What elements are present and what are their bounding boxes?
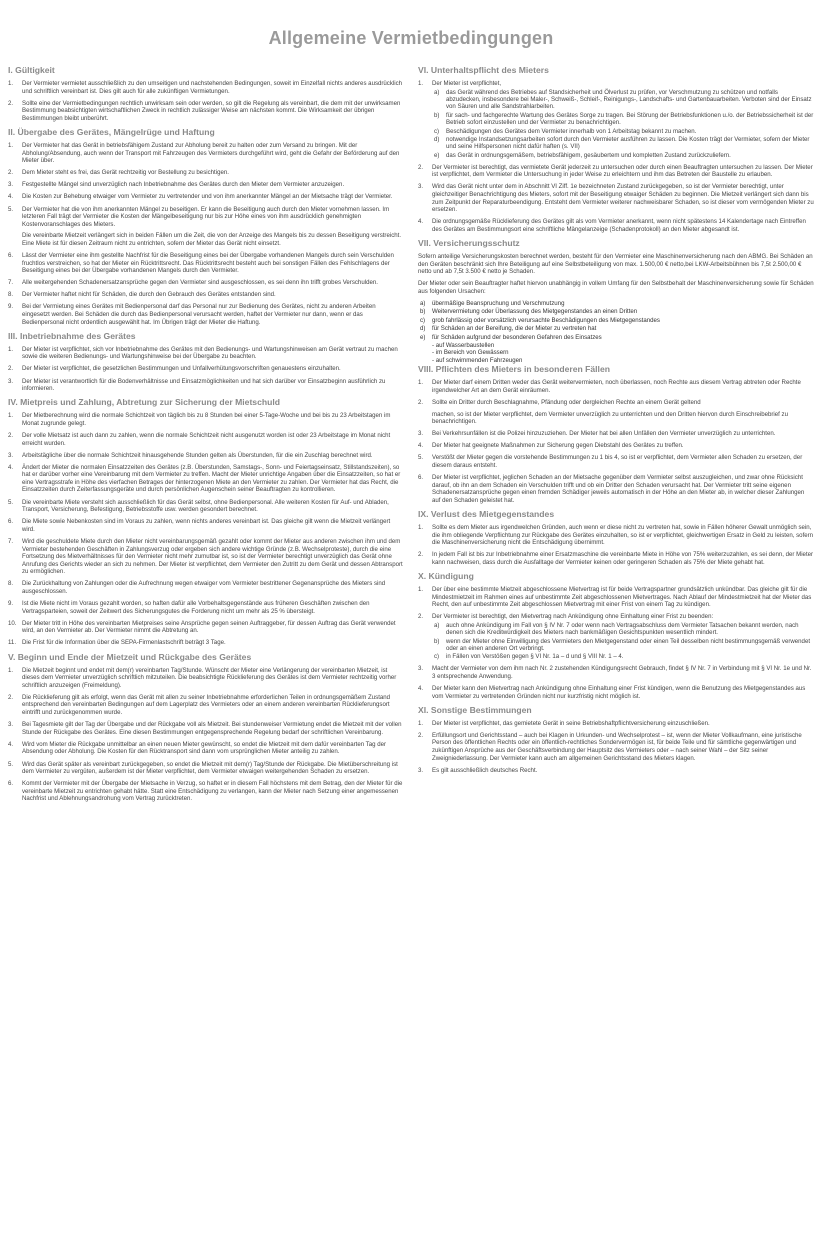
clause-item <box>8 181 404 189</box>
sub-item-text: Beschädigungen des Gerätes dem Vermieter innerhalb von 1 Arbeitstag bekannt zu machen. <box>446 127 697 135</box>
clause-text: Arbeitstägliche über die normale Schichtzeit hinausgehende Stunden gelten als Überstunden, für die ein Zuschlag berechnet wird. <box>22 451 373 459</box>
clause-number: 2. <box>418 163 424 171</box>
extra-list <box>418 342 814 364</box>
sub-item-text: übermäßige Beanspruchung und Verschmutzung <box>432 299 565 307</box>
clause-number: 1. <box>8 141 14 149</box>
sub-item-label: a) <box>434 621 440 629</box>
clause-number: 4. <box>418 685 424 692</box>
section-heading: V. Beginn und Ende der Mietzeit und Rückgabe des Gerätes <box>8 651 252 662</box>
clause-number: 4. <box>8 740 14 748</box>
sub-item-label: b) <box>434 111 440 119</box>
clause-text: Lässt der Vermieter eine ihm gestellte Nachfrist für die Beseitigung eines bei der Übergabe vorhandenen Mangels durch sein Verschulden fruchtlos verstreichen, so hat der Mieter ein Rücktrittsrecht. Das Rücktrittsrecht besteht auch bei sonstigen Fällen des Fehlschlagens der Beseitigung eines bei der Übergabe vorhandenen Mangels durch den Vermieter. <box>22 252 394 275</box>
sub-item <box>418 308 814 315</box>
clause-number: 2. <box>8 169 14 177</box>
clause-item <box>8 499 404 514</box>
clause-text: Der Mietberechnung wird die normale Schichtzeit von täglich bis zu 8 Stunden bei einer 5-Tage-Woche und bei bis zu 23 Arbeitstagen im Monat zugrunde gelegt. <box>22 412 391 427</box>
clause-item <box>8 452 404 460</box>
clause-text: Der volle Mietsatz ist auch dann zu zahlen, wenn die normale Schichtzeit nicht ausgenutzt worden ist oder 23 Arbeitstage im Monat nicht erreicht wurden. <box>22 431 391 447</box>
clause-item <box>8 100 404 123</box>
clause-text: Wird die geschuldete Miete durch den Mieter nicht vereinbarungsgemäß gezahlt oder kommt der Mieter aus anderen zwischen ihm und dem Vermieter bestehenden Geschäften in Zahlungsverzug oder ergeben sich andere wichtige Gründe (z.B. Wechselproteste), durch die eine Fortsetzung des Mietverhältnisses für den Vermieter nicht mehr zumutbar ist, so ist der Vermieter berechtigt unverzüglich das Gerät ohne Anrufung des Gerichts wieder an sich zu nehmen. Der Mieter ist verpflichtet, dem Vermieter den Zutritt zu dem Gerät und dessen Abtransport zu ermöglichen. <box>22 537 403 576</box>
clause-item <box>418 685 814 700</box>
clause-item <box>8 464 404 494</box>
clause-text: Sollte es dem Mieter aus irgendwelchen Gründen, auch wenn er diese nicht zu vertreten hat, sowie in Fällen höherer Gewalt unmöglich sein, die ihm obliegende Verpflichtung zur Rückgabe des Gerätes einzuhalten, so ist er verpflichtet, gleichwertigen Ersatz in Geld zu leisten, sofern die Maschinenversicherung nicht die Entschädigung übernimmt. <box>432 523 814 547</box>
sub-item-text: in Fällen von Verstößen gegen § VI Nr. 1a – d und § VIII Nr. 1 – 4. <box>446 653 624 661</box>
sub-list <box>432 622 814 661</box>
clause-text: Der Vermieter ist berechtigt, das vermietete Gerät jederzeit zu untersuchen oder durch einen Beauftragten untersuchen zu lassen. Der Mieter ist verpflichtet, dem Vermieter die Untersuchung in jeder Weise zu erleichtern und ihm das Betreten der Baustelle zu erlauben. <box>432 163 813 179</box>
clause-number: 2. <box>8 365 14 373</box>
clause-number: 6. <box>418 474 424 482</box>
sub-item-label: b) <box>420 308 426 316</box>
sub-item-label: e) <box>434 151 440 159</box>
sub-item-text: für Schäden aufgrund der besonderen Gefahren des Einsatzes <box>432 333 602 341</box>
clause-number: 2. <box>8 99 14 107</box>
clause-number: 3. <box>418 183 424 191</box>
sub-item <box>432 128 814 135</box>
clause-list <box>8 412 404 647</box>
clause-item <box>8 721 404 736</box>
clause-text: Es gilt ausschließlich deutsches Recht. <box>432 766 538 774</box>
clause-number: 8. <box>8 580 14 588</box>
clause-number: 5. <box>8 498 14 506</box>
clause-item <box>418 586 814 609</box>
section-heading: IX. Verlust des Mietgegenstandes <box>418 508 555 519</box>
clause-number: 2. <box>8 431 14 439</box>
right-column <box>418 65 814 807</box>
clause-list <box>418 524 814 566</box>
clause-item <box>8 365 404 373</box>
section <box>8 127 404 326</box>
clause-number: 1. <box>418 719 424 727</box>
sub-item-text: grob fahrlässig oder vorsätzlich verursachte Beschädigungen des Mietgegenstandes <box>432 316 660 324</box>
clause-number: 7. <box>8 279 14 287</box>
clause-number: 10. <box>8 619 17 627</box>
sub-item <box>432 89 814 111</box>
clause-text: Ändert der Mieter die normalen Einsatzzeiten des Gerätes (z.B. Überstunden, Samstags-, Sonn- und Feiertagseinsatz, Stillstandszeiten), so hat er darüber vorher eine Vereinbarung mit dem Vermieter zu treffen. Macht der Mieter unrichtige Angaben über die Einsatzzeiten, so hat er eine Vertragsstrafe in Höhe des vierfachen Betrages der hinterzogenen Miete an den Vermieter zu zahlen. Der Vermieter hat das Recht, die Einsatzzeiten durch Zeiterfassungsgeräte und durch persönlichen Augenschein seiner Beauftragten zu kontrollieren. <box>22 463 401 494</box>
clause-text: Die ordnungsgemäße Rücklieferung des Gerätes gilt als vom Vermieter anerkannt, wenn nicht spätestens 14 Kalendertage nach Eintreffen des Gerätes am Bestimmungsort eine schriftliche Mängelanzeige (Schadenprotokoll) an den Mieter abgesandt ist. <box>432 218 806 233</box>
clause-item <box>418 524 814 547</box>
clause-text: Bei Tagesmiete gilt der Tag der Übergabe und der Rückgabe voll als Mietzeit. Bei stundenweiser Vermietung endet die Mietzeit mit der vollen Stunde der Rückgabe des Gerätes. Eine diesen Bestimmungen entgegensprechende Regelung bedarf der schriftlichen Vereinbarung. <box>22 721 402 736</box>
section <box>418 571 814 700</box>
extra-item: - auf Wasserbaustellen <box>432 342 495 349</box>
columns <box>8 65 814 807</box>
clause-item <box>418 399 814 426</box>
sub-item <box>432 136 814 151</box>
clause-item <box>8 303 404 326</box>
clause-number: 3. <box>418 766 424 774</box>
clause-text: Der Vermieter ist berechtigt, den Mietvertrag nach Ankündigung ohne Einhaltung einer Frist zu beenden: <box>432 613 714 621</box>
extra-item: - im Bereich von Gewässern <box>432 349 509 357</box>
clause-text: Ist die Miete nicht im Voraus gezahlt worden, so haften dafür alle Vorbehaltsgegenstände aus früheren Geschäften zwischen den Vertragsparteien, soweit der Zeitwert des Sicherungsgutes die Forderung nicht um mehr als 25 % übersteigt. <box>22 600 370 615</box>
section-heading: VIII. Pflichten des Mieters in besonderen Fällen <box>418 364 610 375</box>
clause-number: 9. <box>8 600 14 608</box>
clause-item <box>8 538 404 576</box>
section <box>8 65 404 122</box>
clause-item <box>8 346 404 361</box>
section-heading: X. Kündigung <box>418 570 474 581</box>
left-column <box>8 65 404 807</box>
clause-text: Erfüllungsort und Gerichtsstand – auch bei Klagen in Urkunden- und Wechselprotest – ist, wenn der Mieter Vollkaufmann, eine juristische Person des öffentlichen Rechts oder ein öffentlich-rechtliches Sondervermögen ist, für beide Teile und für sämtliche gegenwärtigen und zukünftigen Ansprüche aus der Geschäftsverbindung der Hauptsitz des Vermieters oder – nach seiner Wahl – der Sitz seiner Zweigniederlassung. Der Vermieter kann auch am allgemeinen Gerichtsstand des Mieters klagen. <box>432 731 802 762</box>
clause-text: Die Miete sowie Nebenkosten sind im Voraus zu zahlen, wenn nichts anderes vereinbart ist. Das gleiche gilt wenn die Mietzeit verlängert wird. <box>22 518 391 533</box>
clause-number: 6. <box>8 780 14 788</box>
clause-list <box>418 720 814 775</box>
clause-number: 1. <box>418 523 424 531</box>
clause-item <box>8 193 404 201</box>
clause-item <box>8 142 404 165</box>
clause-item <box>418 720 814 728</box>
section <box>8 652 404 803</box>
clause-text: Der Mieter darf einem Dritten weder das Gerät weitervermieten, noch überlassen, noch Rechte aus diesem Vertrag abtreten oder Rechte irgendwelcher Art an dem Gerät einräumen. <box>432 379 801 394</box>
clause-item <box>8 432 404 447</box>
clause-text: Wird das Gerät später als vereinbart zurückgegeben, so endet die Mietzeit mit dem(r) Tag/Stunde der Rückgabe. Die Mietüberschreitung ist dem Vermieter zu vergüten, außerdem ist der Mieter verpflichtet, dem Vermieter etwaigen weitergehenden Schaden zu ersetzen. <box>22 760 398 776</box>
clause-number: 2. <box>418 613 424 621</box>
clause-number: 7. <box>8 537 14 545</box>
clause-number: 1. <box>418 379 424 387</box>
clause-number: 11. <box>8 639 17 647</box>
clause-text: Der Mieter kann den Mietvertrag nach Ankündigung ohne Einhaltung einer Frist kündigen, wenn die Benutzung des Mietgegenstandes aus vom Vermieter zu vertretenden Gründen nicht nur kurzfristig nicht möglich ist. <box>432 685 806 700</box>
clause-extra: Die vereinbarte Mietzeit verlängert sich in beiden Fällen um die Zeit, die von der Anzeige des Mangels bis zu dessen Beseitigung verstreicht. Eine Miete ist für diesen Zeitraum nicht zu entrichten, sofern der Mieter das Gerät nicht einsetzt. <box>22 232 402 247</box>
clause-number: 1. <box>8 412 14 420</box>
clause-number: 4. <box>418 218 424 226</box>
clause-list <box>8 667 404 803</box>
sub-item <box>432 638 814 653</box>
clause-list <box>418 80 814 234</box>
clause-list <box>8 80 404 122</box>
clause-number: 5. <box>8 760 14 768</box>
clause-text: Sollte ein Dritter durch Beschlagnahme, Pfändung oder dergleichen Rechte an einem Gerät geltend <box>432 398 701 406</box>
sub-item <box>418 334 814 341</box>
clause-text: Wird vom Mieter die Rückgabe unmittelbar an einen neuen Mieter gewünscht, so endet die Mietzeit mit dem dafür vereinbarten Tag der Absendung oder Abholung. Die Kosten für den Rücktransport sind dann vom ursprünglichen Mieter anteilig zu zahlen. <box>22 740 387 756</box>
paragraph: Der Mieter oder sein Beauftragter haftet hiervon unabhängig in vollem Umfang für den Selbstbehalt der Maschinenversicherung sowie für Schäden aus folgenden Ursachen: <box>418 280 814 295</box>
clause-number: 3. <box>8 721 14 729</box>
sub-item-text: das Gerät in ordnungsgemäßem, betriebsfähigem, gesäubertem und kompletten Zustand zurückzuliefern. <box>446 151 731 159</box>
clause-number: 5. <box>418 454 424 462</box>
clause-number: 5. <box>8 205 14 213</box>
section-heading: I. Gültigkeit <box>8 65 55 75</box>
clause-text: Der über eine bestimmte Mietzeit abgeschlossene Mietvertrag ist für beide Vertragspartner grundsätzlich unkündbar. Das gleiche gilt für die Mindestmietzeit im Rahmen eines auf unbestimmte Zeit abgeschlossenen Mietvertrages. Nach Ablauf der Mindestmietzeit hat der Mieter das Recht, den auf unbestimmte Zeit abgeschlossen Mietvertrag mit einer Frist von einem Tag zu kündigen. <box>432 585 812 609</box>
clause-text: Kommt der Vermieter mit der Übergabe der Mietsache in Verzug, so haftet er in diesem Fall höchstens mit dem Betrag, den der Mieter für die vereinbarte Mietzeit zu entrichten gehabt hätte. Statt eine Entschädigung zu verlangen, kann der Mieter nach Setzung einer angemessenen Nachfrist und Ablehnungsandrohung vom Vertrag zurücktreten. <box>22 780 403 803</box>
clause-item <box>418 164 814 179</box>
clause-text: Macht der Vermieter von dem ihm nach Nr. 2 zustehenden Kündigungsrecht Gebrauch, findet § IV Nr. 7 in Verbindung mit § VI Nr. 1e und Nr. 3 entsprechende Anwendung. <box>432 665 812 680</box>
clause-item <box>8 780 404 803</box>
clause-item <box>8 741 404 756</box>
clause-item <box>8 378 404 393</box>
clause-item <box>418 379 814 394</box>
sub-item <box>418 317 814 324</box>
clause-number: 2. <box>8 693 14 701</box>
clause-item <box>8 600 404 615</box>
sub-item-text: notwendige Instandsetzungsarbeiten sofort durch den Vermieter ausführen zu lassen. Die Kosten trägt der Vermieter, sofern der Mieter und seine Hilfspersonen nicht dafür haften (s. VII) <box>446 136 810 151</box>
clause-extra: machen, so ist der Mieter verpflichtet, dem Vermieter unverzüglich zu unterrichten und den Dritten hiervon durch Einschreibebrief zu benachrichtigen. <box>432 410 788 426</box>
sub-item-label: d) <box>420 325 426 333</box>
clause-number: 9. <box>8 303 14 311</box>
section <box>418 65 814 234</box>
clause-item <box>8 620 404 635</box>
clause-text: Der Vermieter haftet nicht für Schäden, die durch den Gebrauch des Gerätes entstanden sind. <box>22 291 276 299</box>
clause-item <box>8 518 404 533</box>
clause-number: 4. <box>418 442 424 450</box>
clause-text: Die Zurückhaltung von Zahlungen oder die Aufrechnung wegen etwaiger vom Vermieter bestrittener Gegenansprüche des Mieters sind ausgeschlossen. <box>22 580 386 595</box>
sub-item-text: das Gerät während des Betriebes auf Standsicherheit und Ölverlust zu prüfen, vor Verschmutzung zu schützen und notfalls abzudecken, insbesondere bei Maler-, Schweiß-, Schleif-, Reinigungs-, Landschafts- und Gartenbauarbeiten. Verboten sind der Einsatz von Säuren und alle Sandstrahlarbeiten. <box>446 88 812 111</box>
clause-list <box>8 142 404 326</box>
clause-number: 4. <box>8 193 14 201</box>
clause-number: 8. <box>8 291 14 299</box>
clause-number: 3. <box>418 665 424 673</box>
clause-item <box>8 252 404 275</box>
clause-text: Die vereinbarte Miete versteht sich ausschließlich für das Gerät selbst, ohne Bedienpersonal. Alle weiteren Kosten für Auf- und Abladen, Transport, Versicherung, Befestigung, Betriebsstoffe usw. werden gesondert berechnet. <box>22 498 389 514</box>
clause-number: 3. <box>418 430 424 438</box>
sub-item-label: c) <box>420 316 426 324</box>
clause-item <box>418 183 814 213</box>
clause-number: 2. <box>418 551 424 559</box>
clause-text: Die Mietzeit beginnt und endet mit dem(r) vereinbarten Tag/Stunde. Wünscht der Mieter eine Verlängerung der vereinbarten Mietzeit, ist dieses dem Vermieter unverzüglich schriftlich mitzuteilen. Die beabsichtigte Rücklieferung des Gerätes ist dem Vermieter rechtzeitig vorher schriftlich anzuzeigen (Freimeldung). <box>22 666 397 689</box>
clause-text: Alle weitergehenden Schadenersatzansprüche gegen den Vermieter sind ausgeschlossen, es sei denn ihn trifft grobes Verschulden. <box>22 279 378 287</box>
clause-text: Dem Mieter steht es frei, das Gerät rechtzeitig vor Bestellung zu besichtigen. <box>22 169 229 177</box>
clause-number: 1. <box>8 80 14 87</box>
clause-item <box>8 169 404 177</box>
clause-item <box>8 412 404 427</box>
clause-number: 4. <box>8 463 14 471</box>
sub-item <box>432 622 814 637</box>
sub-item-label: e) <box>420 333 426 341</box>
clause-item <box>8 580 404 595</box>
clause-list <box>418 586 814 700</box>
sub-item-label: b) <box>434 637 440 645</box>
clause-text: Sollte eine der Vermietbedingungen rechtlich unwirksam sein oder werden, so gilt die Regelung als vereinbart, die dem mit der unwirksamen Bestimmung beabsichtigten wirtschaftlichen Zweck in rechtlich zulässiger Weise am nächsten kommt. Die Wirksamkeit der übrigen Bestimmungen bleibt unberührt. <box>22 99 401 122</box>
clause-item <box>418 613 814 661</box>
section <box>418 705 814 775</box>
section <box>8 331 404 393</box>
section-heading: VII. Versicherungsschutz <box>418 238 520 248</box>
clause-item <box>418 474 814 504</box>
clause-item <box>8 80 404 95</box>
clause-number: 6. <box>8 518 14 526</box>
clause-number: 3. <box>8 451 14 459</box>
clause-text: Festgestellte Mängel sind unverzüglich nach Inbetriebnahme des Gerätes durch den Mieter dem Vermieter anzuzeigen. <box>22 181 345 189</box>
sub-item-text: auch ohne Ankündigung im Fall von § IV Nr. 7 oder wenn nach Vertragsabschluss dem Vermieter Tatsachen bekannt werden, nach denen sich die Kreditwürdigkeit des Mieters nach bankmäßigen Gesichtspunkten wesentlich mindert. <box>446 621 799 637</box>
clause-item <box>418 218 814 233</box>
clause-item <box>418 430 814 438</box>
clause-list <box>8 346 404 393</box>
sub-item-label: d) <box>434 136 440 144</box>
section-heading: II. Übergabe des Gerätes, Mängelrüge und Haftung <box>8 126 215 137</box>
document-title: Allgemeine Vermietbedingungen <box>268 28 554 48</box>
clause-item <box>418 80 814 159</box>
sub-list <box>432 89 814 160</box>
section <box>8 397 404 647</box>
clause-item <box>8 667 404 690</box>
sub-item-label: c) <box>434 653 440 661</box>
sub-item <box>418 325 814 332</box>
clause-number: 1. <box>8 345 14 353</box>
clause-text: Der Mieter ist verpflichtet, das gemietete Gerät in seine Betriebshaftpflichtversicherung einzuschließen. <box>432 719 710 727</box>
clause-text: Der Vermieter vermietet ausschließlich zu den umseitigen und nachstehenden Bedingungen, soweit im Einzelfall nichts anderes ausdrücklich und schriftlich vereinbart ist. Dies gilt auch für alle zukünftigen Vermietungen. <box>22 80 403 95</box>
clause-number: 1. <box>418 80 424 87</box>
clause-number: 3. <box>8 377 14 385</box>
sub-item-label: a) <box>434 88 440 96</box>
clause-text: Bei Verkehrsunfällen ist die Polizei hinzuzuziehen. Der Mieter hat bei allen Unfällen den Vermieter unverzüglich zu unterrichten. <box>432 430 776 438</box>
clause-number: 6. <box>8 252 14 259</box>
clause-item <box>418 442 814 450</box>
sub-list <box>418 300 814 341</box>
sub-item-label: c) <box>434 127 440 135</box>
clause-item <box>8 694 404 717</box>
clause-number: 2. <box>418 398 424 406</box>
section <box>418 509 814 566</box>
section-heading: XI. Sonstige Bestimmungen <box>418 704 532 715</box>
clause-text: Die Kosten zur Behebung etwaiger vom Vermieter zu vertretender und von ihm anerkannter Mängel an der Mietsache trägt der Vermieter. <box>22 193 393 201</box>
clause-number: 1. <box>8 666 14 674</box>
clause-text: Der Vermieter hat das Gerät in betriebsfähigem Zustand zur Abholung bereit zu halten oder zum Versand zu bringen. Mit der Abholung/Absendung, auch wenn der Transport mit Fahrzeugen des Vermieters durchgeführt wird, geht die Gefahr der Beförderung auf den Mieter über. <box>22 141 400 165</box>
clause-item <box>8 639 404 647</box>
clause-text: In jedem Fall ist bis zur Inbetriebnahme einer Ersatzmaschine die vereinbarte Miete in Höhe von 75% weiterzuzahlen, es sei denn, der Mieter kann nachweisen, dass durch die Ausfalltage der Vermieter keinen oder geringeren Schaden als 75% der Miete gehabt hat. <box>432 551 814 566</box>
clause-item <box>8 291 404 299</box>
sub-item-text: für sach- und fachgerechte Wartung des Gerätes Sorge zu tragen. Bei Störung der Betriebsfunktionen u./o. der Betriebssicherheit ist der Betrieb sofort einzustellen und der Vermieter zu benachrichtigen. <box>446 111 814 127</box>
clause-text: Der Mieter ist verantwortlich für die Bodenverhältnisse und Einsatzmöglichkeiten und hat sich darüber vor Einsatzbeginn ausführlich zu informieren. <box>22 377 386 393</box>
clause-item <box>418 454 814 469</box>
clause-text: Der Vermieter hat die von ihm anerkannten Mängel zu beseitigen. Er kann die Beseitigung auch durch den Mieter vornehmen lassen. Im letzteren Fall trägt der Vermieter die Kosten der Mängelbeseitigung nur bis zur Höhe eines von ihm ausdrücklich genehmigten Kostenvoranschlages des Mieters. <box>22 205 390 228</box>
clause-number: 3. <box>8 181 14 189</box>
sub-item <box>432 112 814 127</box>
clause-item <box>8 206 404 248</box>
clause-item <box>418 551 814 566</box>
paragraph: Sofern anteilige Versicherungskosten berechnet werden, besteht für den Vermieter eine Maschinenversicherung nach den ABMG. Bei Schäden an den Geräten beschränkt sich Ihre Beteiligung auf eine Selbstbeteiligung von max. 1.500,00 € netto,bei LKW-Arbeitsbühnen bis 7,5t 2.500,00 € netto und ab 7,5t 3.500 € netto je Schaden. <box>418 253 813 276</box>
clause-text: Bei der Vermietung eines Gerätes mit Bedienpersonal darf das Personal nur zur Bedienung des Gerätes, nicht zu anderen Arbeiten eingesetzt werden. Bei Schäden die durch das Bedienpersonal verursacht werden, haftet der Vermieter nur dann, wenn er das Bedienpersonal nicht ordentlich ausgewählt hat. Im Übrigen trägt der Mieter die Haftung. <box>22 303 376 326</box>
clause-text: Verstößt der Mieter gegen die vorstehende Bestimmungen zu 1 bis 4, so ist er verpflichtet, dem Vermieter allen Schaden zu ersetzen, der diesem daraus entsteht. <box>432 454 803 469</box>
section <box>418 364 814 504</box>
clause-item <box>8 279 404 287</box>
sub-item-text: wenn der Mieter ohne Einwilligung des Vermieters den Mietgegenstand oder einen Teil desselben nicht bestimmungsgemäß verwendet oder an einen anderen Ort verbringt. <box>446 637 811 652</box>
clause-text: Der Mieter ist verpflichtet, <box>432 80 502 87</box>
sub-item-label: a) <box>420 299 426 307</box>
clause-item <box>418 732 814 762</box>
clause-item <box>418 665 814 680</box>
sub-item <box>418 300 814 307</box>
sub-item-text: für Schäden an der Bereifung, die der Mieter zu vertreten hat <box>432 325 597 333</box>
section-heading: IV. Mietpreis und Zahlung, Abtretung zur Sicherung der Mietschuld <box>8 397 280 408</box>
clause-text: Der Mieter ist verpflichtet, die gesetzlichen Bestimmungen und Unfallverhütungsvorschriften genauestens einzuhalten. <box>22 365 341 373</box>
clause-text: Der Mieter tritt in Höhe des vereinbarten Mietpreises seine Ansprüche gegen seinen Auftraggeber, für dessen Auftrag das Gerät verwendet wird, an den Vermieter ab. Der Vermieter nimmt die Abtretung an. <box>22 619 396 635</box>
clause-item <box>418 767 814 775</box>
section <box>418 238 814 364</box>
sub-item-text: Weitervermietung oder Überlassung des Mietgegenstandes an einen Dritten <box>432 308 638 316</box>
clause-item <box>8 761 404 776</box>
section-heading: VI. Unterhaltspflicht des Mieters <box>418 65 549 75</box>
sub-item <box>432 152 814 159</box>
clause-number: 1. <box>418 585 424 593</box>
clause-text: Der Mieter hat geeignete Maßnahmen zur Sicherung gegen Diebstahl des Gerätes zu treffen. <box>432 442 684 450</box>
clause-text: Wird das Gerät nicht unter dem in Abschnitt VI Ziff. 1e bezeichneten Zustand zurückgegeben, so ist der Vermieter berechtigt, unter gleichzeitiger Benachrichtigung des Mieters, sofort mit der Beseitigung etwaiger Schäden zu beginnen. Die Mietzeit verlängert sich dann bis zum Zeitpunkt der Reparaturbeendigung. Entsteht dem Vermieter weiterer nachweisbarer Schaden, so ist dieser vom vermögenden Mieter zu ersetzen. <box>432 183 814 214</box>
clause-text: Die Frist für die Information über die SEPA-Firmenlastschrift beträgt 3 Tage. <box>22 639 226 647</box>
sub-item <box>432 653 814 660</box>
clause-text: Der Mieter ist verpflichtet, sich vor Inbetriebnahme des Gerätes mit den Bedienungs- und Wartungshinweisen am Gerät vertraut zu machen sowie die weiteren Bedienungs- und Wartungshinweise bei der Übergabe zu beachten. <box>22 345 398 361</box>
clause-text: Die Rücklieferung gilt als erfolgt, wenn das Gerät mit allen zu seiner Inbetriebnahme erforderlichen Teilen in ordnungsgemäßem Zustand entsprechend den vereinbarten Bedingungen auf dem Lagerplatz des Vermieters oder an einem anderen vereinbarten Rücklieferungsort eintrifft und zurückgenommen wurde. <box>22 693 391 717</box>
extra-item: - auf schwimmenden Fahrzeugen <box>432 356 523 364</box>
clause-list <box>418 379 814 504</box>
section-heading: III. Inbetriebnahme des Gerätes <box>8 330 136 341</box>
clause-text: Der Mieter ist verpflichtet, jeglichen Schaden an der Mietsache gegenüber dem Vermieter selbst auszugleichen, und zwar ohne Rücksicht darauf, ob ihn an dem Schaden ein Verschulden trifft und ob ein Dritter den Schaden verursacht hat. Der Vermieter tritt seine eigenen Schadenersatzansprüche gegen einen fremden Schädiger jeweils automatisch in der Höhe an den Mieter ab, in welcher dieser Zahlungen auf den Schaden geleistet hat. <box>432 474 805 504</box>
clause-number: 2. <box>418 731 424 739</box>
